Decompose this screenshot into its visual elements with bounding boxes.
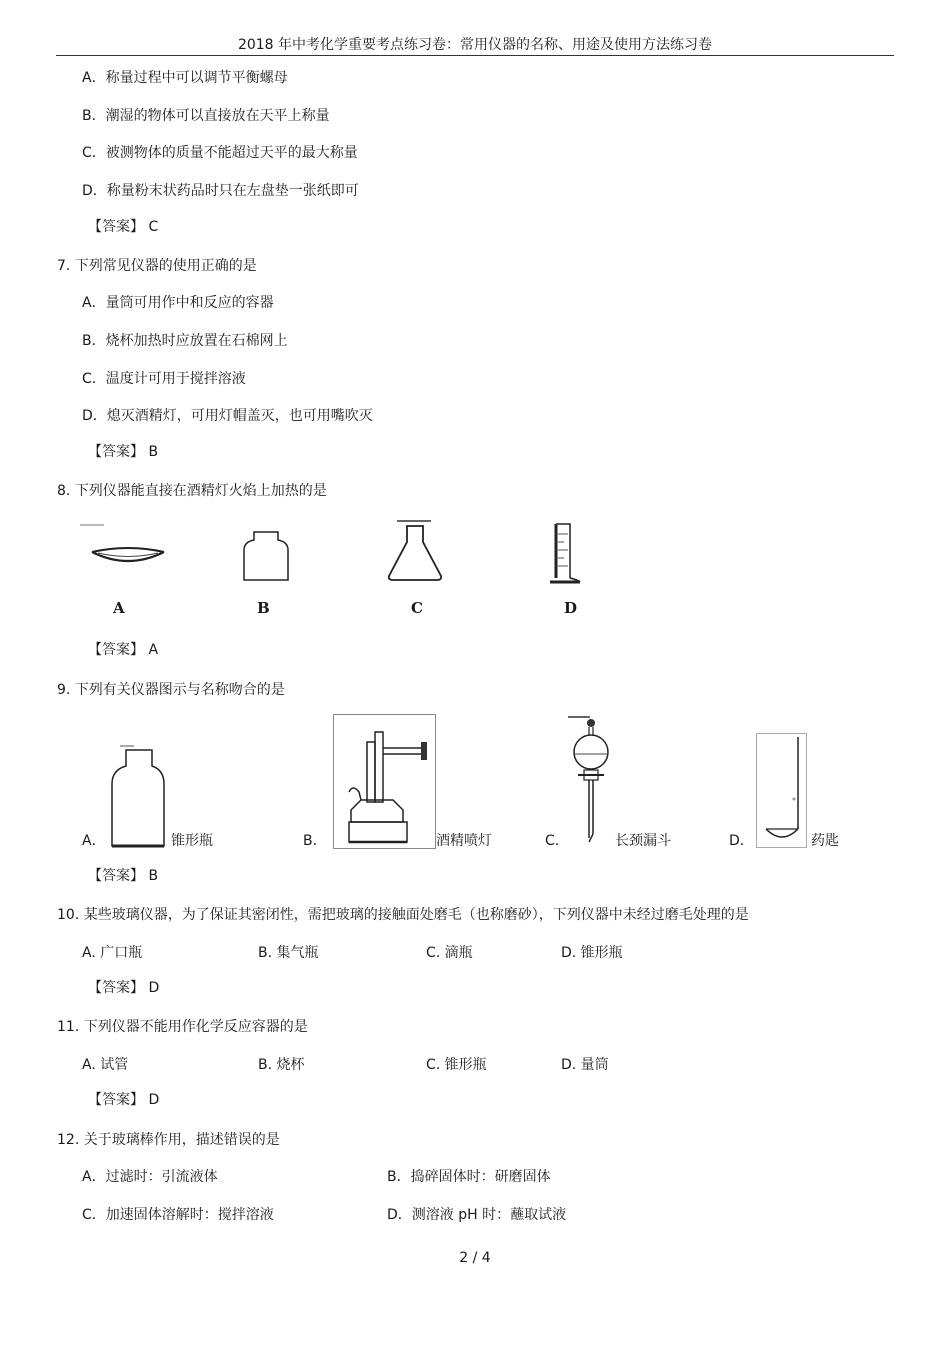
- q9-name-b: 酒精喷灯: [436, 833, 492, 849]
- q9-letter-a: A．: [82, 833, 106, 849]
- q11-answer: 【答案】 D: [88, 1092, 160, 1108]
- q8-label-c: C: [411, 599, 423, 617]
- conical-flask-icon: [383, 518, 447, 588]
- q11-option-d: D. 量筒: [561, 1057, 609, 1073]
- q8-label-b: B: [257, 599, 270, 617]
- q6-option-a: A．称量过程中可以调节平衡螺母: [82, 70, 288, 86]
- q7-option-a: A．量筒可用作中和反应的容器: [82, 295, 274, 311]
- q6-answer: 【答案】 C: [88, 219, 159, 235]
- q7-stem: 7. 下列常见仪器的使用正确的是: [57, 258, 257, 274]
- q12-option-c: C．加速固体溶解时：搅拌溶液: [82, 1207, 274, 1223]
- q9-name-a: 锥形瓶: [171, 833, 213, 849]
- reagent-bottle-icon: [108, 744, 170, 854]
- q10-option-d: D. 锥形瓶: [561, 945, 623, 961]
- evaporating-dish-icon: [88, 538, 168, 578]
- q7-option-c: C．温度计可用于搅拌溶液: [82, 371, 246, 387]
- q9-answer: 【答案】 B: [88, 868, 159, 884]
- q11-option-a: A. 试管: [82, 1057, 129, 1073]
- q11-option-b: B. 烧杯: [258, 1057, 305, 1073]
- alcohol-blast-lamp-icon: [333, 714, 437, 854]
- q8-stem: 8. 下列仪器能直接在酒精灯火焰上加热的是: [57, 483, 327, 499]
- q10-answer: 【答案】 D: [88, 980, 160, 996]
- q8-label-d: D: [564, 599, 578, 617]
- q10-stem: 10. 某些玻璃仪器，为了保证其密闭性，需把玻璃的接触面处磨毛（也称磨砂），下列仪器中未经过磨毛处理的是: [57, 907, 749, 923]
- separatory-funnel-icon: [568, 714, 614, 854]
- q7-option-b: B．烧杯加热时应放置在石棉网上: [82, 333, 288, 349]
- q11-stem: 11. 下列仪器不能用作化学反应容器的是: [57, 1019, 308, 1035]
- wide-mouth-bottle-icon: [240, 528, 292, 588]
- page-header: 2018 年中考化学重要考点练习卷：常用仪器的名称、用途及使用方法练习卷: [237, 37, 713, 53]
- q6-option-d: D．称量粉末状药品时只在左盘垫一张纸即可: [82, 183, 359, 199]
- q10-option-b: B. 集气瓶: [258, 945, 319, 961]
- q9-letter-c: C．: [545, 833, 569, 849]
- combustion-spoon-icon: [756, 733, 810, 853]
- q7-answer: 【答案】 B: [88, 444, 159, 460]
- q12-option-d: D．测溶液 pH 时：蘸取试液: [387, 1207, 567, 1223]
- q11-option-c: C. 锥形瓶: [426, 1057, 487, 1073]
- q12-option-a: A．过滤时：引流液体: [82, 1169, 218, 1185]
- q9-stem: 9. 下列有关仪器图示与名称吻合的是: [57, 682, 285, 698]
- small-rule-mark: [80, 515, 106, 531]
- q10-option-c: C. 滴瓶: [426, 945, 473, 961]
- q9-letter-b: B．: [303, 833, 327, 849]
- graduated-cylinder-icon: [548, 520, 588, 590]
- q9-name-c: 长颈漏斗: [615, 833, 671, 849]
- q9-letter-d: D．: [729, 833, 754, 849]
- page-number: 2 / 4: [459, 1250, 491, 1266]
- q8-label-a: A: [113, 599, 125, 617]
- q6-option-c: C．被测物体的质量不能超过天平的最大称量: [82, 145, 358, 161]
- q7-option-d: D．熄灭酒精灯，可用灯帽盖灭，也可用嘴吹灭: [82, 408, 373, 424]
- q6-option-b: B．潮湿的物体可以直接放在天平上称量: [82, 108, 330, 124]
- header-rule: [56, 55, 894, 56]
- q9-name-d: 药匙: [811, 833, 839, 849]
- q10-option-a: A. 广口瓶: [82, 945, 143, 961]
- q12-option-b: B．捣碎固体时：研磨固体: [387, 1169, 551, 1185]
- q8-answer: 【答案】 A: [88, 642, 159, 658]
- q12-stem: 12. 关于玻璃棒作用，描述错误的是: [57, 1132, 280, 1148]
